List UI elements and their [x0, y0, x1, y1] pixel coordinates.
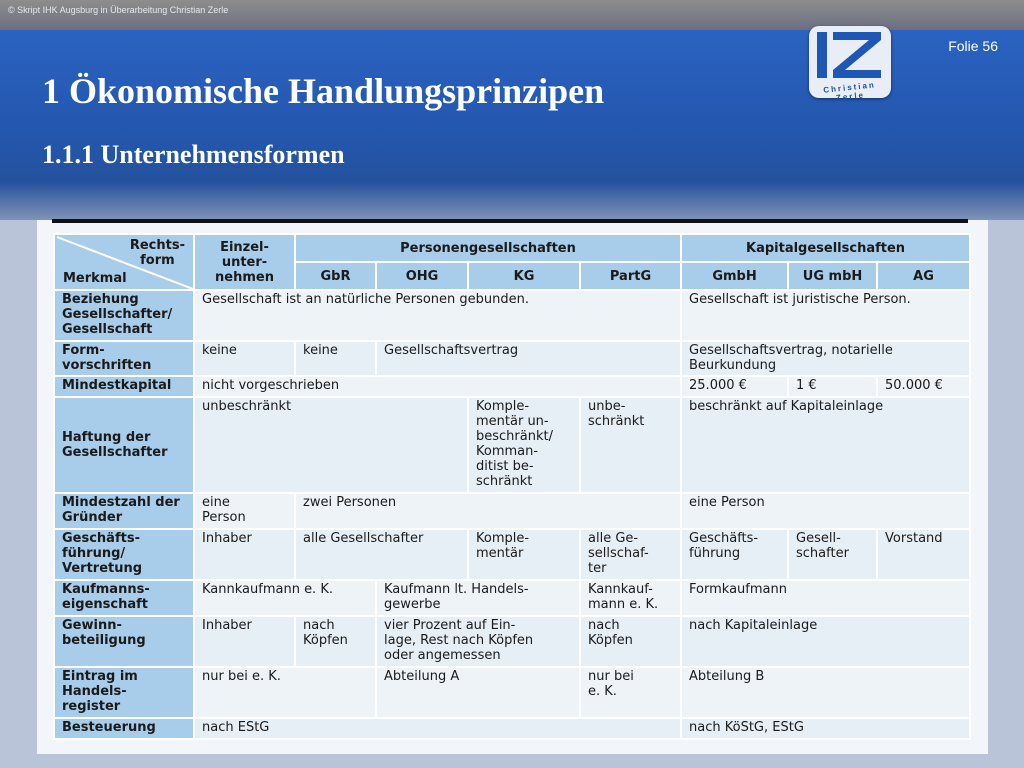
table-cell: nach EStG: [194, 718, 681, 739]
table-row: [54, 341, 970, 376]
table-cell: nach Kapitaleinlage: [681, 616, 970, 667]
slide-title: 1 Ökonomische Handlungsprinzipen: [42, 71, 605, 111]
table-cell: Inhaber: [194, 529, 295, 580]
copyright-note: © Skript IHK Augsburg in Überarbeitung Christian Zerle: [8, 5, 229, 15]
table-cell: 50.000 €: [877, 376, 970, 397]
table-cell: nur bei e. K.: [580, 667, 681, 718]
table-cell: Inhaber: [194, 616, 295, 667]
row-label: Gewinn- beteiligung: [54, 616, 194, 667]
table-cell: nur bei e. K.: [194, 667, 376, 718]
row-label: Geschäfts- führung/ Vertretung: [54, 529, 194, 580]
table-top-line: [52, 219, 968, 223]
table-cell: Abteilung A: [376, 667, 580, 718]
table-cell: 25.000 €: [681, 376, 788, 397]
table-cell: Kaufmann lt. Handels- gewerbe: [376, 580, 580, 616]
row-label: Beziehung Gesellschafter/ Gesellschaft: [54, 290, 194, 341]
col-gbr: GbR: [295, 262, 376, 290]
row-label: Form- vorschriften: [54, 341, 194, 376]
table-cell: Kannkauf- mann e. K.: [580, 580, 681, 616]
table-cell: beschränkt auf Kapitaleinlage: [681, 397, 970, 493]
table-cell: alle Ge- sellschaf- ter: [580, 529, 681, 580]
table-cell: Komple- mentär: [468, 529, 580, 580]
table-row: [54, 667, 970, 718]
table-row: [54, 580, 970, 616]
corner-merkmal: Merkmal: [63, 271, 127, 286]
slide-number: Folie 56: [948, 38, 998, 54]
table-cell: eine Person: [194, 493, 295, 529]
table-cell: Abteilung B: [681, 667, 970, 718]
table-cell: Formkaufmann: [681, 580, 970, 616]
table-cell: zwei Personen: [295, 493, 681, 529]
col-einzelunternehmen: Einzel- unter- nehmen: [194, 234, 295, 290]
table-cell: Gesellschaftsvertrag: [376, 341, 681, 376]
table-cell: 1 €: [788, 376, 877, 397]
table-row: [54, 493, 970, 529]
group-kapitalgesellschaften: Kapitalgesellschaften: [681, 234, 970, 262]
table-cell: keine: [194, 341, 295, 376]
table-cell: eine Person: [681, 493, 970, 529]
header-row: [54, 234, 970, 262]
table-cell: keine: [295, 341, 376, 376]
table-cell: Vorstand: [877, 529, 970, 580]
rechtsformen-table: [53, 233, 971, 740]
table-cell: Kannkaufmann e. K.: [194, 580, 376, 616]
table-cell: nach Köpfen: [580, 616, 681, 667]
table-cell: Gesell- schafter: [788, 529, 877, 580]
row-label: Mindestkapital: [54, 376, 194, 397]
row-label: Eintrag im Handels- register: [54, 667, 194, 718]
row-label: Kaufmanns- eigenschaft: [54, 580, 194, 616]
table-cell: alle Gesellschafter: [295, 529, 468, 580]
table-cell: Komple- mentär un- beschränkt/ Komman- ditist be- schränkt: [468, 397, 580, 493]
christian-zerle-logo-icon: [809, 26, 891, 103]
row-label: Besteuerung: [54, 718, 194, 739]
table-row: [54, 376, 970, 397]
col-ug: UG mbH: [788, 262, 877, 290]
table-row: [54, 718, 970, 739]
col-kg: KG: [468, 262, 580, 290]
table-cell: vier Prozent auf Ein- lage, Rest nach Köpfen oder angemessen: [376, 616, 580, 667]
table-cell: nicht vorgeschrieben: [194, 376, 681, 397]
group-personengesellschaften: Personengesellschaften: [295, 234, 681, 262]
table-cell: unbe- schränkt: [580, 397, 681, 493]
col-gmbh: GmbH: [681, 262, 788, 290]
table-cell: Gesellschaft ist juristische Person.: [681, 290, 970, 341]
table-row: [54, 290, 970, 341]
corner-rechtsform: Rechts- form: [129, 238, 185, 268]
row-label: Haftung der Gesellschafter: [54, 397, 194, 493]
table-cell: Geschäfts- führung: [681, 529, 788, 580]
table-cell: Gesellschaftsvertrag, notarielle Beurkundung: [681, 341, 970, 376]
table-cell: unbeschränkt: [194, 397, 468, 493]
table-cell: Gesellschaft ist an natürliche Personen gebunden.: [194, 290, 681, 341]
slide-subtitle: 1.1.1 Unternehmensformen: [42, 140, 345, 169]
row-label: Mindestzahl der Gründer: [54, 493, 194, 529]
table-cell: nach Köpfen: [295, 616, 376, 667]
logo-text: Christian Zerle: [822, 80, 877, 103]
table-row: [54, 529, 970, 580]
col-ag: AG: [877, 262, 970, 290]
corner-cell: [54, 234, 194, 290]
table-row: [54, 397, 970, 493]
table-cell: nach KöStG, EStG: [681, 718, 970, 739]
col-partg: PartG: [580, 262, 681, 290]
table-row: [54, 616, 970, 667]
col-ohg: OHG: [376, 262, 468, 290]
